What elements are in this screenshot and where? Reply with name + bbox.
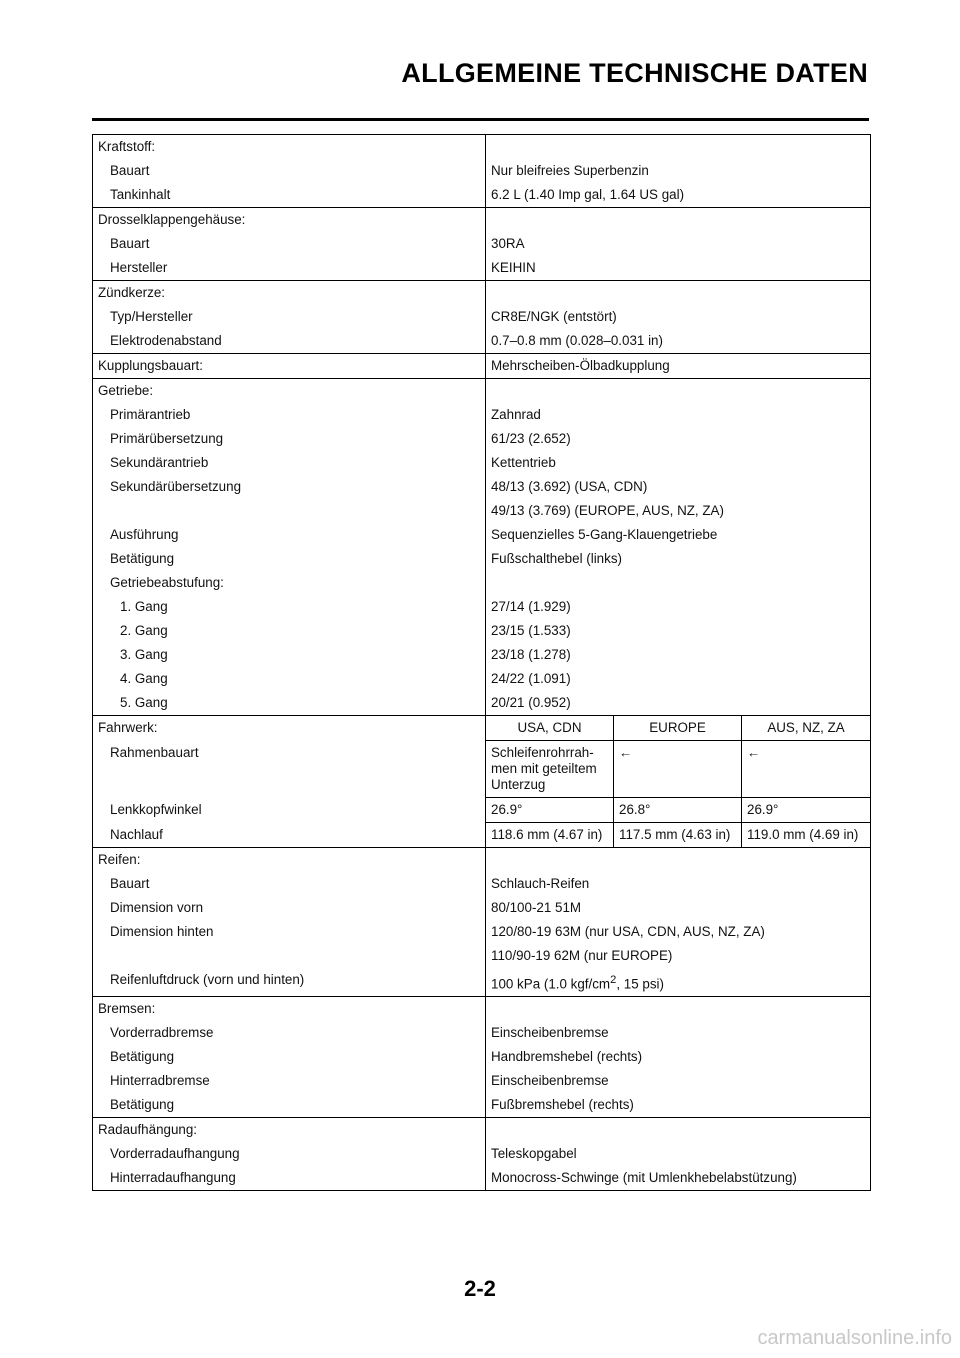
spec-label: Nachlauf [93, 823, 486, 848]
spec-value: 48/13 (3.692) (USA, CDN) [486, 475, 871, 499]
spec-row [93, 872, 871, 896]
spec-row [93, 547, 871, 571]
spec-row [93, 159, 871, 183]
spec-value: 80/100-21 51M [486, 896, 871, 920]
spec-value: 49/13 (3.769) (EUROPE, AUS, NZ, ZA) [486, 499, 871, 523]
spec-value: Monocross-Schwinge (mit Umlenkhebelabstützung) [486, 1166, 871, 1191]
section-heading: Zündkerze: [93, 281, 486, 306]
gear-value: 20/21 (0.952) [486, 691, 871, 716]
fahrwerk-row [93, 798, 871, 823]
pressure-value-main: 100 kPa (1.0 kgf/cm [491, 976, 611, 992]
spec-row [93, 475, 871, 499]
spec-value: Einscheibenbremse [486, 1069, 871, 1093]
gear-row [93, 619, 871, 643]
spec-row [93, 1093, 871, 1118]
gear-label: 2. Gang [93, 619, 486, 643]
spec-value: KEIHIN [486, 256, 871, 281]
section-getriebe [93, 379, 871, 404]
spec-label: Getriebeabstufung: [93, 571, 486, 595]
section-radaufhaengung [93, 1118, 871, 1143]
fahrwerk-row [93, 823, 871, 848]
section-drossel [93, 208, 871, 233]
spec-label: Hinterradbremse [93, 1069, 486, 1093]
gear-value: 24/22 (1.091) [486, 667, 871, 691]
watermark-link[interactable]: carmanualsonline.info [757, 1327, 952, 1349]
section-heading: Radaufhängung: [93, 1118, 486, 1143]
spec-value: Teleskopgabel [486, 1142, 871, 1166]
spec-label: Hinterradaufhangung [93, 1166, 486, 1191]
gear-row [93, 667, 871, 691]
spec-label: Hersteller [93, 256, 486, 281]
gear-label: 1. Gang [93, 595, 486, 619]
column-header: USA, CDN [486, 716, 614, 741]
section-heading: Reifen: [93, 848, 486, 873]
spec-value: Nur bleifreies Superbenzin [486, 159, 871, 183]
spec-row [93, 1021, 871, 1045]
spec-row [93, 1142, 871, 1166]
spec-row [93, 256, 871, 281]
spec-label: Lenkkopfwinkel [93, 798, 486, 823]
spec-value: Mehrscheiben-Ölbadkupplung [486, 354, 871, 379]
spec-row [93, 305, 871, 329]
gear-label: 5. Gang [93, 691, 486, 716]
spec-value: Sequenzielles 5-Gang-Klauengetriebe [486, 523, 871, 547]
spec-value: Fußschalthebel (links) [486, 547, 871, 571]
spec-label: Primärübersetzung [93, 427, 486, 451]
spec-value: 118.6 mm (4.67 in) [486, 823, 614, 848]
spec-row [93, 896, 871, 920]
pressure-value-psi: , 15 psi) [616, 976, 664, 992]
gear-value: 23/15 (1.533) [486, 619, 871, 643]
gear-row [93, 691, 871, 716]
spec-row [93, 1166, 871, 1191]
spec-value: 30RA [486, 232, 871, 256]
spec-value: 61/23 (2.652) [486, 427, 871, 451]
spec-row [93, 499, 871, 523]
section-heading: Kraftstoff: [93, 135, 486, 160]
section-heading: Kupplungsbauart: [93, 354, 486, 379]
spec-row [93, 427, 871, 451]
spec-label: Betätigung [93, 1093, 486, 1118]
gear-row [93, 643, 871, 667]
column-header: EUROPE [614, 716, 742, 741]
spec-value: 0.7–0.8 mm (0.028–0.031 in) [486, 329, 871, 354]
spec-value: 26.9° [486, 798, 614, 823]
gear-value: 23/18 (1.278) [486, 643, 871, 667]
spec-label: Dimension hinten [93, 920, 486, 944]
spec-value: 6.2 L (1.40 Imp gal, 1.64 US gal) [486, 183, 871, 208]
section-kupplung [93, 354, 871, 379]
fahrwerk-row [93, 741, 871, 798]
spec-row [93, 329, 871, 354]
spec-label: Sekundärübersetzung [93, 475, 486, 499]
spec-value: 120/80-19 63M (nur USA, CDN, AUS, NZ, ZA) [486, 920, 871, 944]
page-title: ALLGEMEINE TECHNISCHE DATEN [401, 58, 868, 88]
spec-value [486, 968, 871, 997]
spec-label: Elektrodenabstand [93, 329, 486, 354]
section-zuendkerze [93, 281, 871, 306]
spec-label: Reifenluftdruck (vorn und hinten) [93, 968, 486, 997]
spec-value: Fußbremshebel (rechts) [486, 1093, 871, 1118]
section-heading: Getriebe: [93, 379, 486, 404]
section-heading: Fahrwerk: [93, 716, 486, 741]
spec-row [93, 183, 871, 208]
spec-label: Ausführung [93, 523, 486, 547]
spec-label: Bauart [93, 872, 486, 896]
spec-label: Rahmenbauart [93, 741, 486, 798]
spec-value: CR8E/NGK (entstört) [486, 305, 871, 329]
spec-value: 110/90-19 62M (nur EUROPE) [486, 944, 871, 968]
section-bremsen [93, 997, 871, 1022]
spec-label: Tankinhalt [93, 183, 486, 208]
spec-row [93, 944, 871, 968]
spec-value: 119.0 mm (4.69 in) [742, 823, 871, 848]
pressure-unit-exponent: 2 [610, 974, 617, 986]
section-fahrwerk [93, 716, 871, 741]
spec-label: Dimension vorn [93, 896, 486, 920]
spec-label: Betätigung [93, 547, 486, 571]
spec-label: Typ/Hersteller [93, 305, 486, 329]
spec-label: Sekundärantrieb [93, 451, 486, 475]
gear-value: 27/14 (1.929) [486, 595, 871, 619]
spec-label: Vorderradbremse [93, 1021, 486, 1045]
spec-row [93, 1069, 871, 1093]
spec-value: 26.8° [614, 798, 742, 823]
page-number: 2-2 [464, 1276, 496, 1301]
spec-value: Schlauch-Reifen [486, 872, 871, 896]
spec-value: Kettentrieb [486, 451, 871, 475]
spec-value: Handbremshebel (rechts) [486, 1045, 871, 1069]
spec-row [93, 571, 871, 595]
spec-value: Einscheibenbremse [486, 1021, 871, 1045]
spec-value: 26.9° [742, 798, 871, 823]
section-reifen [93, 848, 871, 873]
column-header: AUS, NZ, ZA [742, 716, 871, 741]
spec-value: Schleifenrohrrah-men mit geteiltem Unterzug [486, 741, 614, 798]
spec-value: 117.5 mm (4.63 in) [614, 823, 742, 848]
spec-row [93, 968, 871, 997]
spec-row [93, 920, 871, 944]
spec-label: Bauart [93, 159, 486, 183]
spec-row [93, 232, 871, 256]
spec-label: Betätigung [93, 1045, 486, 1069]
gear-label: 4. Gang [93, 667, 486, 691]
spec-row [93, 1045, 871, 1069]
spec-table [92, 134, 871, 1191]
spec-row [93, 523, 871, 547]
title-divider [92, 118, 869, 121]
gear-label: 3. Gang [93, 643, 486, 667]
spec-row [93, 403, 871, 427]
section-kraftstoff [93, 135, 871, 160]
same-as-left-arrow: ← [742, 741, 871, 798]
section-heading: Drosselklappengehäuse: [93, 208, 486, 233]
spec-value: Zahnrad [486, 403, 871, 427]
gear-row [93, 595, 871, 619]
same-as-left-arrow: ← [614, 741, 742, 798]
spec-row [93, 451, 871, 475]
spec-label: Bauart [93, 232, 486, 256]
spec-label: Vorderradaufhangung [93, 1142, 486, 1166]
section-heading: Bremsen: [93, 997, 486, 1022]
spec-label: Primärantrieb [93, 403, 486, 427]
